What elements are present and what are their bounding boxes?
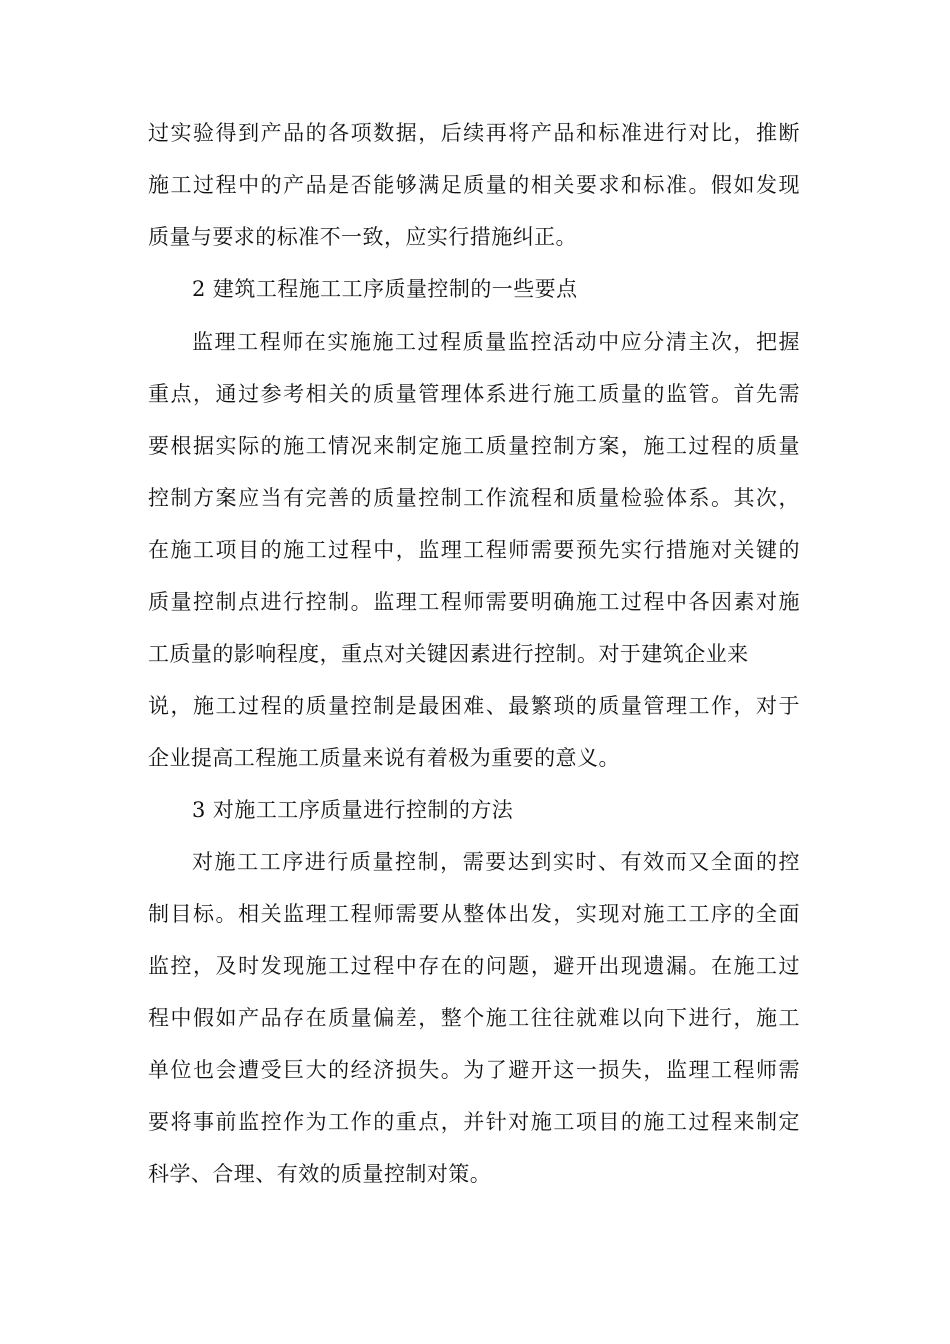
- body-text-line: 制目标。相关监理工程师需要从整体出发，实现对施工工序的全面: [148, 902, 800, 926]
- section-heading: 3 对施工工序质量进行控制的方法: [192, 798, 514, 822]
- body-text-line: 说，施工过程的质量控制是最困难、最繁琐的质量管理工作，对于: [148, 694, 800, 718]
- body-text-line: 程中假如产品存在质量偏差，整个施工往往就难以向下进行，施工: [148, 1006, 800, 1030]
- body-text-line: 要将事前监控作为工作的重点，并针对施工项目的施工过程来制定: [148, 1110, 800, 1134]
- body-text-line: 控制方案应当有完善的质量控制工作流程和质量检验体系。其次，: [148, 486, 800, 510]
- body-text-line: 对施工工序进行质量控制，需要达到实时、有效而又全面的控: [192, 850, 800, 874]
- body-text-line: 监理工程师在实施施工过程质量监控活动中应分清主次，把握: [192, 330, 800, 354]
- body-text-line: 过实验得到产品的各项数据，后续再将产品和标准进行对比，推断: [148, 121, 800, 145]
- body-text-line: 企业提高工程施工质量来说有着极为重要的意义。: [148, 746, 620, 770]
- body-text-line: 质量与要求的标准不一致，应实行措施纠正。: [148, 225, 577, 249]
- section-heading: 2 建筑工程施工工序质量控制的一些要点: [192, 277, 578, 301]
- body-text-line: 施工过程中的产品是否能够满足质量的相关要求和标准。假如发现: [148, 173, 800, 197]
- body-text-line: 工质量的影响程度，重点对关键因素进行控制。对于建筑企业来: [148, 642, 749, 666]
- body-text-line: 监控，及时发现施工过程中存在的问题，避开出现遗漏。在施工过: [148, 954, 800, 978]
- body-text-line: 重点，通过参考相关的质量管理体系进行施工质量的监管。首先需: [148, 382, 800, 406]
- body-text-line: 在施工项目的施工过程中，监理工程师需要预先实行措施对关键的: [148, 538, 800, 562]
- body-text-line: 质量控制点进行控制。监理工程师需要明确施工过程中各因素对施: [148, 590, 800, 614]
- body-text-line: 单位也会遭受巨大的经济损失。为了避开这一损失，监理工程师需: [148, 1058, 800, 1082]
- body-text-line: 要根据实际的施工情况来制定施工质量控制方案，施工过程的质量: [148, 434, 800, 458]
- body-text-line: 科学、合理、有效的质量控制对策。: [148, 1162, 492, 1186]
